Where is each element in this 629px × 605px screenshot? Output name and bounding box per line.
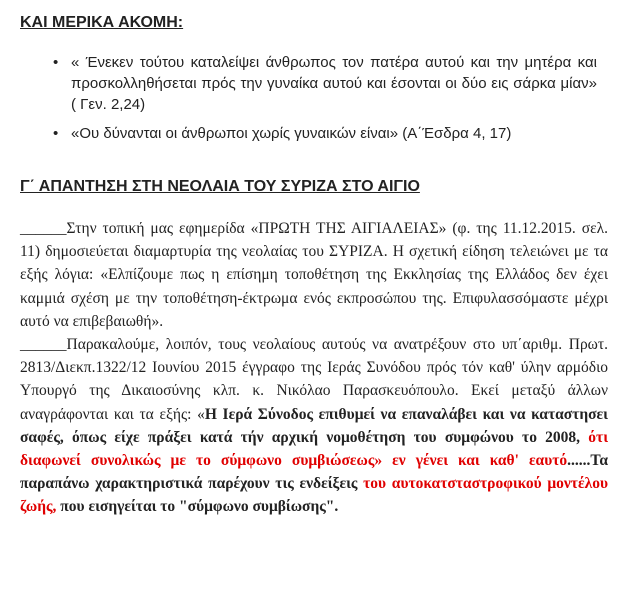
list-item (0, 123, 629, 144)
article-body (20, 217, 608, 519)
synod-intro: ______Παρακαλούμε, λοιπόν, τους νεολαίους αυτούς να ανατρέξουν στο υπ΄αριθμ. Πρωτ. 2813/Διεκπ.1322/12 Ιουνίου 2015 έγγραφο της Ιεράς Συνόδου πρός τόν καθ' ύλην αρμόδιο Υπουργό της Δικαιοσύνης κλπ. κ. Νικόλαο Παρασκευόπουλο. Εκεί μεταξύ άλλων αναγράφονται και τα εξής: « (20, 336, 608, 423)
bullet-icon: • (53, 54, 59, 71)
section-heading-reply: Γ΄ ΑΠΑΝΤΗΣΗ ΣΤΗ ΝΕΟΛΑΙΑ ΤΟΥ ΣΥΡΙΖΑ ΣΤΟ ΑΙΓΙΟ (20, 178, 420, 195)
quote-genesis: « Ένεκεν τούτου καταλείψει άνθρωπος τον πατέρα αυτού και την μητέρα και προσκολληθήσεται πρός την γυναίκα αυτού και έσονται οι δύο εις σάρκα μίαν» ( Γεν. 2,24) (71, 54, 597, 113)
paragraph-newspaper: ______Στην τοπική μας εφημερίδα «ΠΡΩΤΗ ΤΗΣ ΑΙΓΙΑΛΕΙΑΣ» (φ. της 11.12.2015. σελ. 11) δημοσιεύεται διαμαρτυρία της νεολαίας του ΣΥΡΙΖΑ. Η σχετική είδηση τελειώνει με τα εξής λόγια: «Ελπίζουμε πως η επίσημη τοποθέτηση της Εκκλησίας της Ελλάδος δεν έχει καμμιά σχέση με την τοποθέτηση-έκτρωμα ενός εκπροσώπου της. Επιφυλασσόμαστε μέχρι αυτό να επιβεβαιωθή». (20, 220, 608, 330)
synod-quote-tail: » εν γένει και καθ' εαυτό (374, 452, 568, 470)
quote-list (0, 52, 629, 144)
list-item (0, 52, 629, 115)
paragraph-synod (20, 333, 608, 519)
bullet-icon: • (53, 125, 59, 142)
quote-esdras: «Ου δύνανται οι άνθρωποι χωρίς γυναικών είναι» (Α΄Έσδρα 4, 17) (71, 125, 512, 142)
synod-dots: ......Τα παραπάνω χαρακτηριστικά παρέχουν τις ενδείξεις (20, 452, 608, 493)
synod-quote-bold: Η Ιερά Σύνοδος επιθυμεί να επαναλάβει και να καταστησει σαφές, όπως είχε πράξει κατά τήν αρχική νομοθέτηση του συμφώνου το 2008, (20, 405, 608, 446)
synod-ending: που εισηγείται το "σύμφωνο συμβίωσης". (56, 498, 339, 516)
synod-quote-red: ότι διαφωνεί συνολικώς με το σύμφωνο συμβιώσεως (20, 428, 608, 470)
synod-red-tail: του αυτοκατσταστροφικού μοντέλου ζωής, (20, 475, 608, 516)
section-heading-more: ΚΑΙ ΜΕΡΙΚΑ ΑΚΟΜΗ: (20, 14, 184, 31)
